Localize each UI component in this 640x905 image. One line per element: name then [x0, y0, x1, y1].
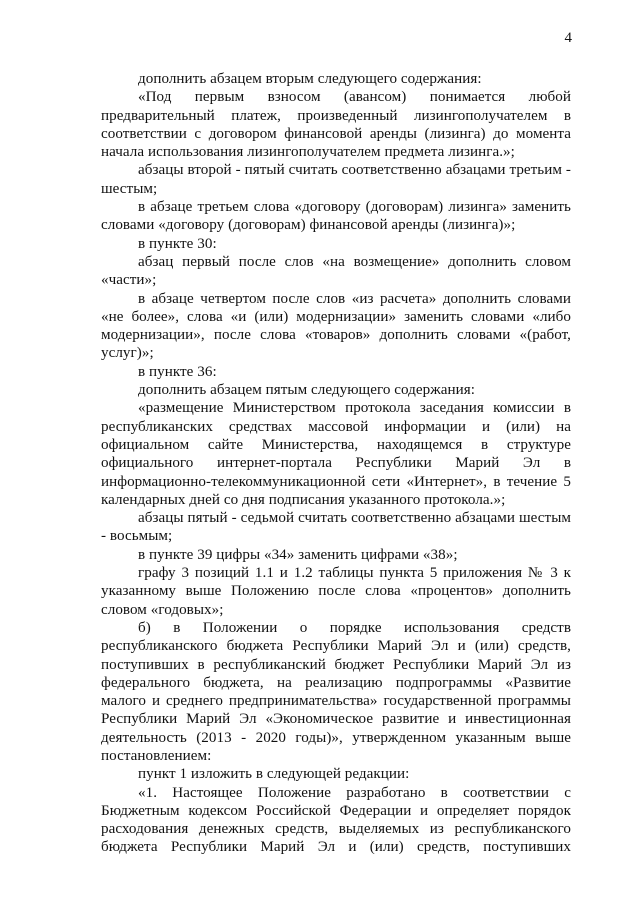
- paragraph: дополнить абзацем вторым следующего содержания:: [138, 71, 482, 87]
- paragraph: в пункте 36:: [138, 363, 217, 380]
- paragraph: абзац первый после слов «на возмещение» дополнить словом «части»;: [101, 253, 571, 289]
- paragraph: б) в Положении о порядке использования средств республиканского бюджета Республики Марий Эл и (или) средств, поступивших в республиканский бюджет Республики Марий Эл из федерального бюджета, на реализацию подпрограммы «Развитие малого и среднего предпринимательства» государственной программы Республики Марий Эл «Экономическое развитие и инвестиционная деятельность (2013 - 2020 годы)», утвержденном указанным выше постановлением:: [101, 619, 571, 764]
- paragraph: абзацы второй - пятый считать соответственно абзацами третьим - шестым;: [101, 162, 571, 197]
- paragraph: дополнить абзацем пятым следующего содержания:: [138, 382, 475, 399]
- paragraph: в абзаце третьем слова «договору (договорам) лизинга» заменить словами «договору (договорам) финансовой аренды (лизинга)»;: [101, 199, 571, 234]
- paragraph: «размещение Министерством протокола заседания комиссии в республиканских средствах массовой информации и (или) на официальном сайте Министерства, находящемся в структуре официального интернет-портала Республики Марий Эл в информационно-телекоммуникационной сети «Интернет», в течение 5 календарных дней со дня подписания указанного протокола.»;: [101, 400, 571, 508]
- document-body: [101, 70, 571, 857]
- page-number: 4: [564, 30, 572, 46]
- paragraph: пункт 1 изложить в следующей редакции:: [138, 766, 410, 783]
- paragraph: абзацы пятый - седьмой считать соответственно абзацами шестым - восьмым;: [101, 510, 571, 545]
- paragraph: в абзаце четвертом после слов «из расчета» дополнить словами «не более», слова «и (или) модернизации» заменить словами «либо модернизации», после слова «товаров» дополнить словами «(работ, услуг)»;: [101, 290, 571, 362]
- paragraph: «1. Настоящее Положение разработано в соответствии с Бюджетным кодексом Российской Федерации и определяет порядок расходования денежных средств, выделяемых из республиканского бюджета Республики Марий Эл и (или) средств, поступивших: [101, 784, 571, 856]
- paragraph: «Под первым взносом (авансом) понимается любой предварительный платеж, произведенный лизингополучателем в соответствии с договором финансовой аренды (лизинга) до момента начала использования лизингополучателем предмета лизинга.»;: [101, 89, 571, 161]
- paragraph: графу 3 позиций 1.1 и 1.2 таблицы пункта 5 приложения № 3 к указанному выше Положению после слова «процентов» дополнить словом «годовых»;: [101, 565, 571, 618]
- paragraph: в пункте 30:: [138, 235, 217, 252]
- paragraph: в пункте 39 цифры «34» заменить цифрами «38»;: [138, 546, 458, 563]
